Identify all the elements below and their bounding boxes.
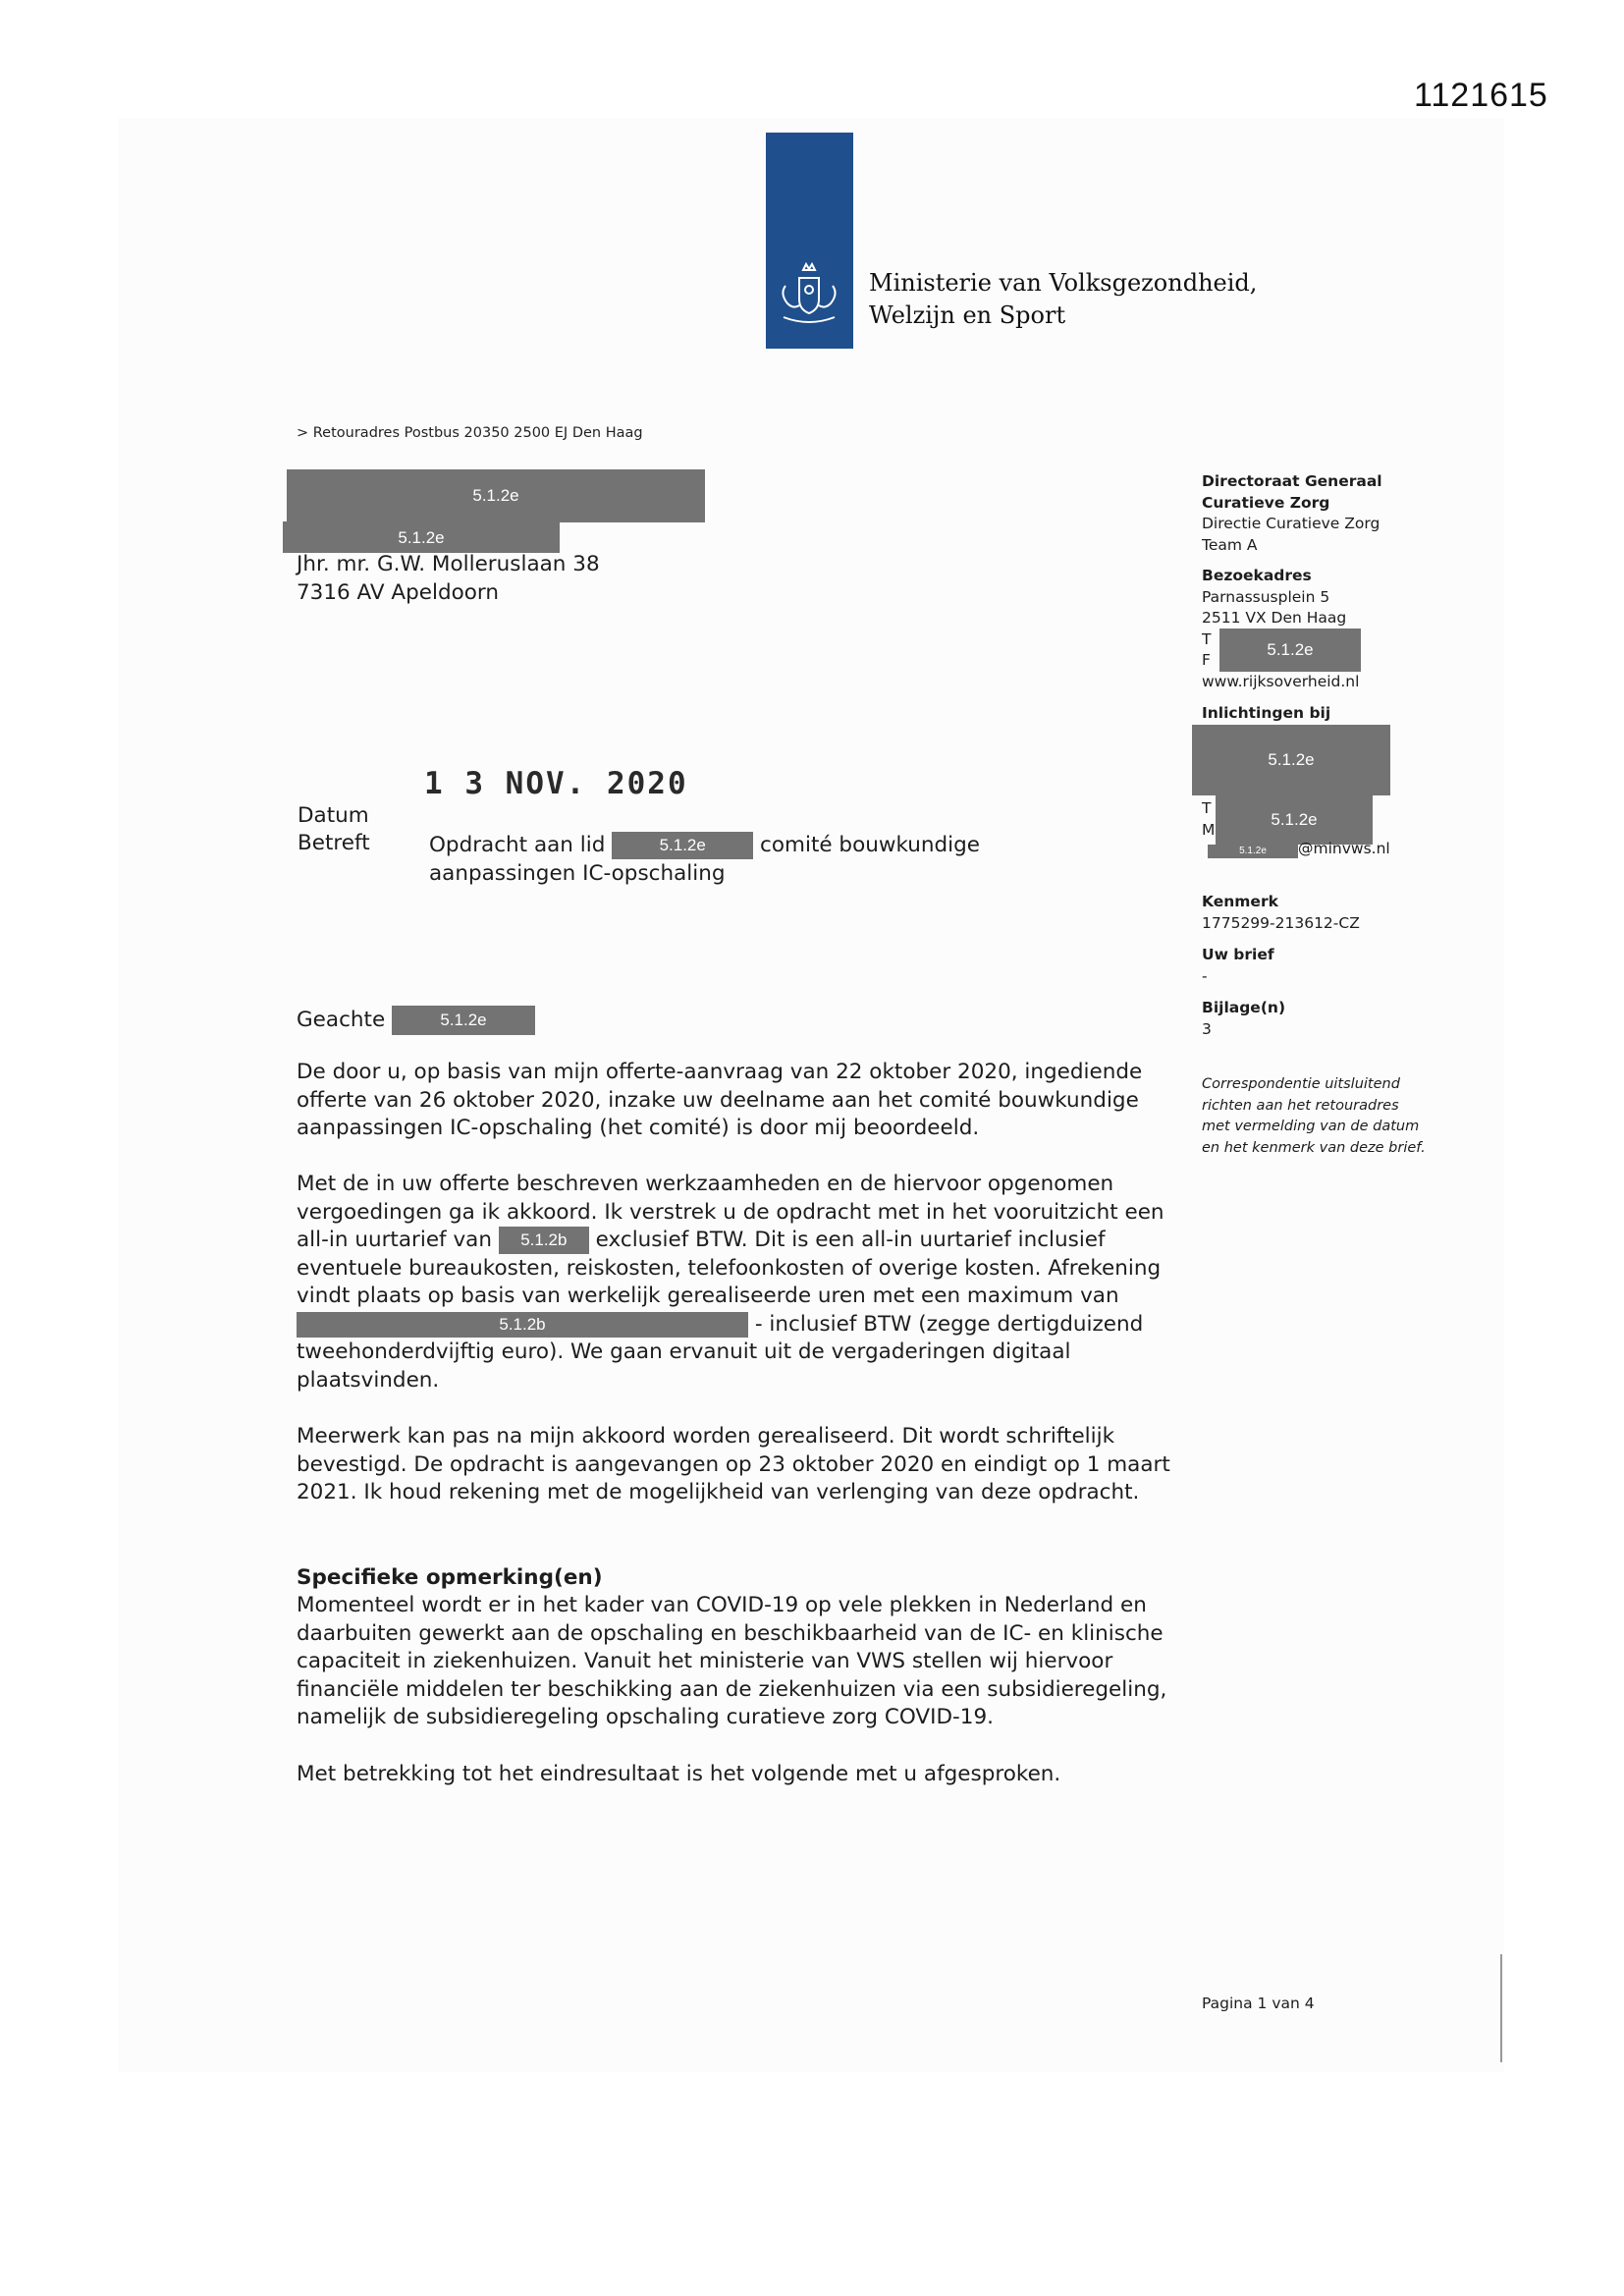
paragraph-2: [297, 1171, 1180, 1394]
ministry-line-2: Welzijn en Sport: [869, 301, 1066, 329]
sidebar-f-label: F: [1202, 651, 1211, 669]
redaction-recipient-name: [287, 469, 705, 522]
salutation: [297, 1006, 535, 1035]
redaction-salutation-name: 5.1.2e: [392, 1006, 535, 1035]
redaction-code: 5.1.2e: [1239, 846, 1267, 856]
paragraph-2-part-c: - inclusief BTW (zegge dertigduizend tweehonderdvijftig euro). We gaan ervanuit uit de vergaderingen digitaal plaatsvinden.: [297, 1311, 1144, 1393]
sidebar-contact-t-label: T: [1202, 799, 1212, 817]
sidebar-city: 2511 VX Den Haag: [1202, 609, 1347, 627]
betreft-label: Betreft: [298, 831, 370, 855]
sidebar-uw-brief-label: Uw brief: [1202, 946, 1274, 963]
subject: [429, 831, 1018, 888]
redaction-contact-name: [1192, 725, 1390, 795]
sidebar-bezoekadres-label: Bezoekadres: [1202, 567, 1312, 584]
redaction-hourly-rate: 5.1.2b: [499, 1227, 589, 1254]
redaction-code: 5.1.2e: [1267, 640, 1314, 659]
sidebar-uw-brief-value: -: [1202, 966, 1208, 985]
subject-line-2: aanpassingen IC-opschaling: [429, 861, 726, 886]
paragraph-2-part-b: exclusief BTW. Dit is een all-in uurtarief inclusief eventuele bureaukosten, reiskosten, telefoonkosten of overige kosten. Afrekening vindt plaats op basis van werkelijk gerealiseerde uren met een maximum van: [297, 1228, 1162, 1308]
sidebar-kenmerk: [1202, 892, 1360, 934]
paragraph-4: Momenteel wordt er in het kader van COVID-19 op vele plekken in Nederland en daarbuiten gewerkt aan de opschaling en beschikbaarheid van de IC- en klinische capaciteit in ziekenhuizen. Vanuit het ministerie van VWS stellen wij hiervoor financiële middelen ter beschikking aan de ziekenhuizen via een subsidieregeling, namelijk de subsidieregeling opschaling curatieve zorg COVID-19.: [297, 1593, 1167, 1729]
sidebar-team: Team A: [1202, 535, 1258, 554]
coat-of-arms-icon: [774, 260, 844, 327]
sidebar-bijlagen-label: Bijlage(n): [1202, 999, 1286, 1016]
recipient-street: Jhr. mr. G.W. Molleruslaan 38: [297, 552, 600, 576]
date-stamp: 1 3 NOV. 2020: [424, 766, 688, 801]
sidebar-inlichtingen-label: Inlichtingen bij: [1202, 704, 1331, 722]
redaction-phone-fax: [1219, 629, 1361, 672]
sidebar-department: [1202, 471, 1382, 556]
sidebar-kenmerk-value: 1775299-213612-CZ: [1202, 913, 1360, 932]
paragraph-1: De door u, op basis van mijn offerte-aanvraag van 22 oktober 2020, ingediende offerte van 26 oktober 2020, inzake uw deelname aan het comité bouwkundige aanpassingen IC-opschaling (het comité) is door mij beoordeeld.: [297, 1060, 1143, 1140]
redaction-member-name: 5.1.2e: [612, 832, 753, 859]
redaction-maximum-amount: 5.1.2b: [297, 1312, 748, 1338]
sidebar-correspondence-note: Correspondentie uitsluitend richten aan het retouradres met vermelding van de datum en het kenmerk van deze brief.: [1202, 1076, 1426, 1156]
paragraph-3: Meerwerk kan pas na mijn akkoord worden gerealiseerd. Dit wordt schriftelijk bevestigd. De opdracht is aangevangen op 23 oktober 2020 en eindigt op 1 maart 2021. Ik houd rekening met de mogelijkheid van verlenging van deze opdracht.: [297, 1424, 1170, 1504]
page-number: Pagina 1 van 4: [1202, 1995, 1315, 2012]
sidebar-t-label: T: [1202, 629, 1212, 648]
sidebar-bijlagen-value: 3: [1202, 1019, 1212, 1038]
sidebar-dg-line-2: Curatieve Zorg: [1202, 493, 1330, 512]
recipient-city: 7316 AV Apeldoorn: [297, 580, 500, 605]
sidebar-directie: Directie Curatieve Zorg: [1202, 515, 1380, 532]
recipient-address: [297, 550, 600, 607]
redaction-contact-phone: [1216, 795, 1373, 845]
salutation-text: Geachte: [297, 1008, 386, 1032]
sidebar-dg-line-1: Directoraat Generaal: [1202, 472, 1382, 490]
return-address: > Retouradres Postbus 20350 2500 EJ Den Haag: [297, 425, 643, 441]
ministry-name: [869, 267, 1257, 332]
redaction-contact-email: [1208, 845, 1298, 858]
datum-label: Datum: [298, 803, 369, 828]
subject-part-1: Opdracht aan lid: [429, 833, 606, 857]
sidebar-uw-brief: [1202, 945, 1274, 987]
document-number: 1121615: [1414, 77, 1548, 114]
subject-part-2: comité bouwkundige: [760, 833, 980, 857]
redaction-code: 5.1.2e: [1271, 810, 1318, 829]
paragraph-5: Met betrekking tot het eindresultaat is het volgende met u afgesproken.: [297, 1762, 1061, 1786]
sidebar-contact-labels: [1202, 798, 1215, 841]
redaction-code: 5.1.2e: [472, 486, 519, 505]
sidebar-kenmerk-label: Kenmerk: [1202, 893, 1278, 910]
redaction-recipient-org: [283, 521, 560, 553]
scan-edge-line: [1500, 1954, 1502, 2062]
sidebar-contact-m-label: M: [1202, 820, 1216, 839]
sidebar-bijlagen: [1202, 998, 1285, 1040]
redaction-code: 5.1.2e: [1268, 750, 1315, 769]
paragraph-2-part-a: Met de in uw offerte beschreven werkzaamheden en de hiervoor opgenomen vergoedingen ga ik akkoord. Ik verstrek u de opdracht met in het vooruitzicht een all-in uurtarief van: [297, 1172, 1164, 1252]
sidebar-email-suffix: @minvws.nl: [1298, 840, 1390, 857]
sidebar-street: Parnassusplein 5: [1202, 587, 1330, 606]
sidebar-website[interactable]: www.rijksoverheid.nl: [1202, 672, 1360, 690]
redaction-code: 5.1.2e: [398, 528, 445, 547]
section-heading: Specifieke opmerking(en): [297, 1565, 603, 1590]
ministry-line-1: Ministerie van Volksgezondheid,: [869, 269, 1258, 297]
